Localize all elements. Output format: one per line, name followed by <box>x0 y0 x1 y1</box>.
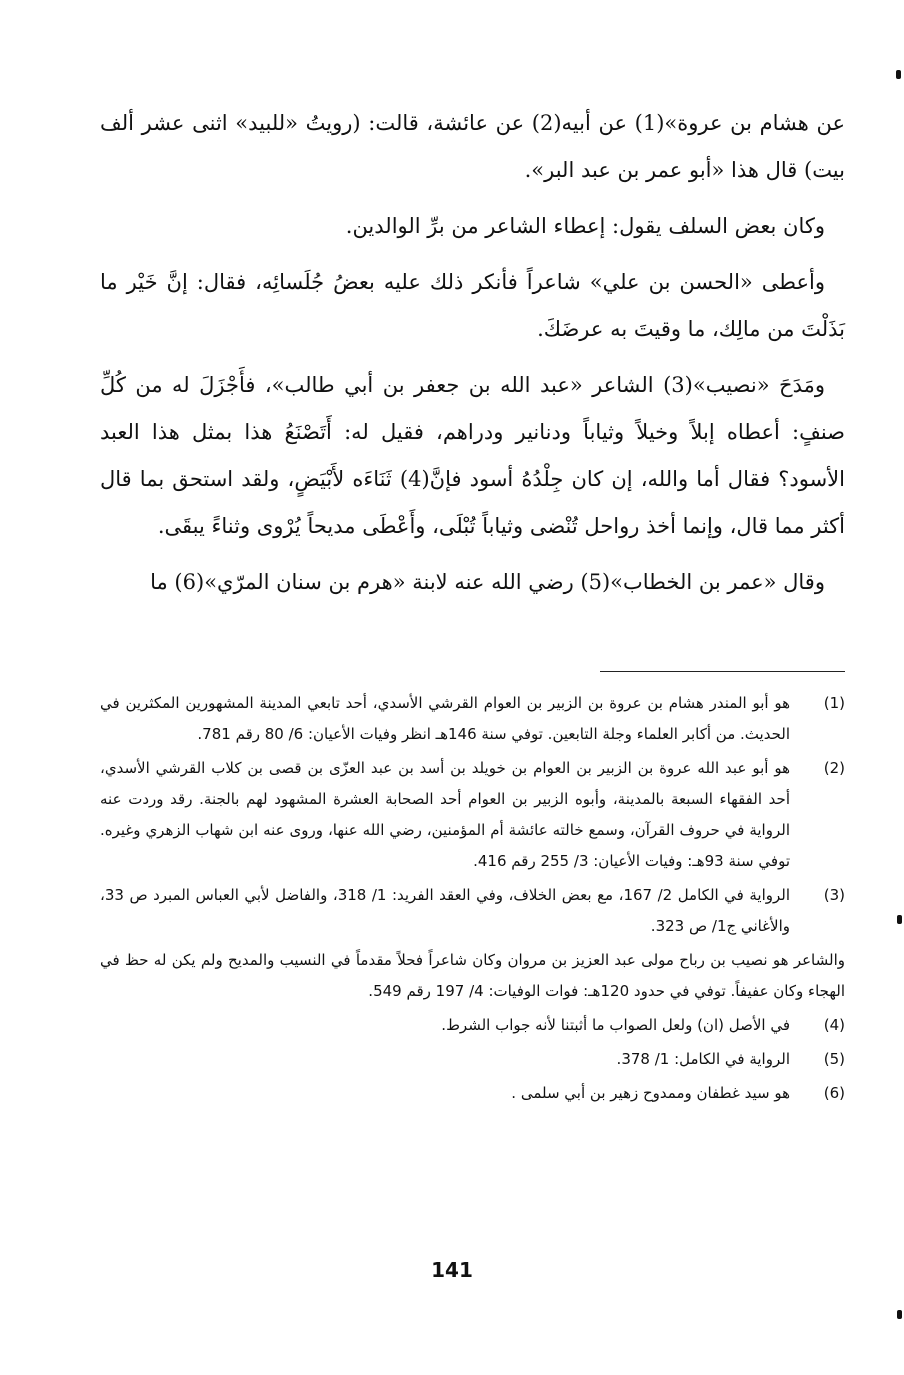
margin-mark <box>896 70 901 79</box>
footnotes <box>100 688 845 1112</box>
page-number: 141 <box>431 1258 473 1282</box>
paragraph: وقال «عمر بن الخطاب»(5) رضي الله عنه لابنة «هرم بن سنان المرّي»(6) ما <box>150 570 825 594</box>
footnote-text: الرواية في الكامل 2/ 167، مع بعض الخلاف، وفي العقد الفريد: 1/ 318، والفاضل لأبي العباس المبرد ص 33، والأغاني ج1/ ص 323. <box>100 886 791 935</box>
footnote-number: (2) <box>823 759 845 777</box>
footnote <box>100 753 845 877</box>
footnote-number: (3) <box>823 886 845 904</box>
footnote-number: (4) <box>823 1016 845 1034</box>
footnote-number: (1) <box>823 694 845 712</box>
footnote-text: هو سيد غطفان وممدوح زهير بن أبي سلمى . <box>511 1084 790 1102</box>
footnote <box>100 688 845 750</box>
footnote <box>100 1078 845 1109</box>
margin-mark <box>897 915 902 924</box>
footnote <box>100 880 845 942</box>
footnote-continuation: والشاعر هو نصيب بن رباح مولى عبد العزيز بن مروان وكان شاعراً فحلاً مقدماً في النسيب والمديح ولم يكن له حظ في الهجاء وكان عفيفاً. توفي في حدود 120هـ: فوات الوفيات: 4/ 197 رقم 549. <box>100 951 845 1000</box>
footnote-text: هو أبو عبد الله عروة بن الزبير بن العوام بن خويلد بن أسد بن عبد العزّى بن قصى بن كلاب القرشي الأسدي، أحد الفقهاء السبعة بالمدينة، وأبوه الزبير بن العوام أحد الصحابة العشرة المشهود لهم بالجنة. رقد وردت عنه الرواية في حروف القرآن، وسمع خالته عائشة أم المؤمنين، رضي الله عنها، وروى عنه ابن شهاب الزهري وغيره. توفي سنة 93هـ: وفيات الأعيان: 3/ 255 رقم 416. <box>100 759 790 870</box>
footnote-text: الرواية في الكامل: 1/ 378. <box>616 1050 790 1068</box>
footnote-text: هو أبو المندر هشام بن عروة بن الزبير بن العوام القرشي الأسدي، أحد تابعي المدينة المشهورين المكثرين في الحديث. من أكابر العلماء وجلة التابعين. توفي سنة 146هـ انظر وفيات الأعيان: 6/ 80 رقم 781. <box>100 694 790 743</box>
main-text <box>100 100 845 615</box>
footnote-number: (6) <box>823 1084 845 1102</box>
paragraph: عن هشام بن عروة»(1) عن أبيه(2) عن عائشة، قالت: (رويتُ «للبيد» اثنى عشر ألف بيت) قال هذا «أبو عمر بن عبد البر». <box>100 111 845 182</box>
footnote <box>100 1010 845 1041</box>
footnote-text: في الأصل (ان) ولعل الصواب ما أثبتنا لأنه جواب الشرط. <box>441 1016 790 1034</box>
footnote-separator <box>600 671 845 672</box>
paragraph: ومَدَحَ «نصيب»(3) الشاعر «عبد الله بن جعفر بن أبي طالب»، فأَجْزَلَ له من كُلِّ صنفٍ: أعطاه إبلاً وخيلاً وثياباً ودنانير ودراهم، فقيل له: أَتَصْنَعُ هذا بمثل هذا العبد الأسود؟ فقال أما والله، إن كان جِلْدُهُ أسود فإنَّ(4) ثَنَاءَه لأَبْيَضٍ، ولقد استحق بما قال أكثر مما قال، وإنما أخذ رواحل تُنْضى وثياباً تُبْلَى، وأَعْطَى مديحاً يُرْوى وثناءً يبقَى. <box>100 373 845 538</box>
footnote <box>100 1044 845 1075</box>
paragraph: وأعطى «الحسن بن علي» شاعراً فأنكر ذلك عليه بعضُ جُلَسائِه، فقال: إنَّ خَيْر ما بَذَلْتَ من مالِك، ما وقيتَ به عرضَكَ. <box>100 270 845 341</box>
margin-mark <box>897 1310 902 1319</box>
paragraph: وكان بعض السلف يقول: إعطاء الشاعر من برِّ الوالدين. <box>345 214 825 238</box>
footnote-number: (5) <box>823 1050 845 1068</box>
